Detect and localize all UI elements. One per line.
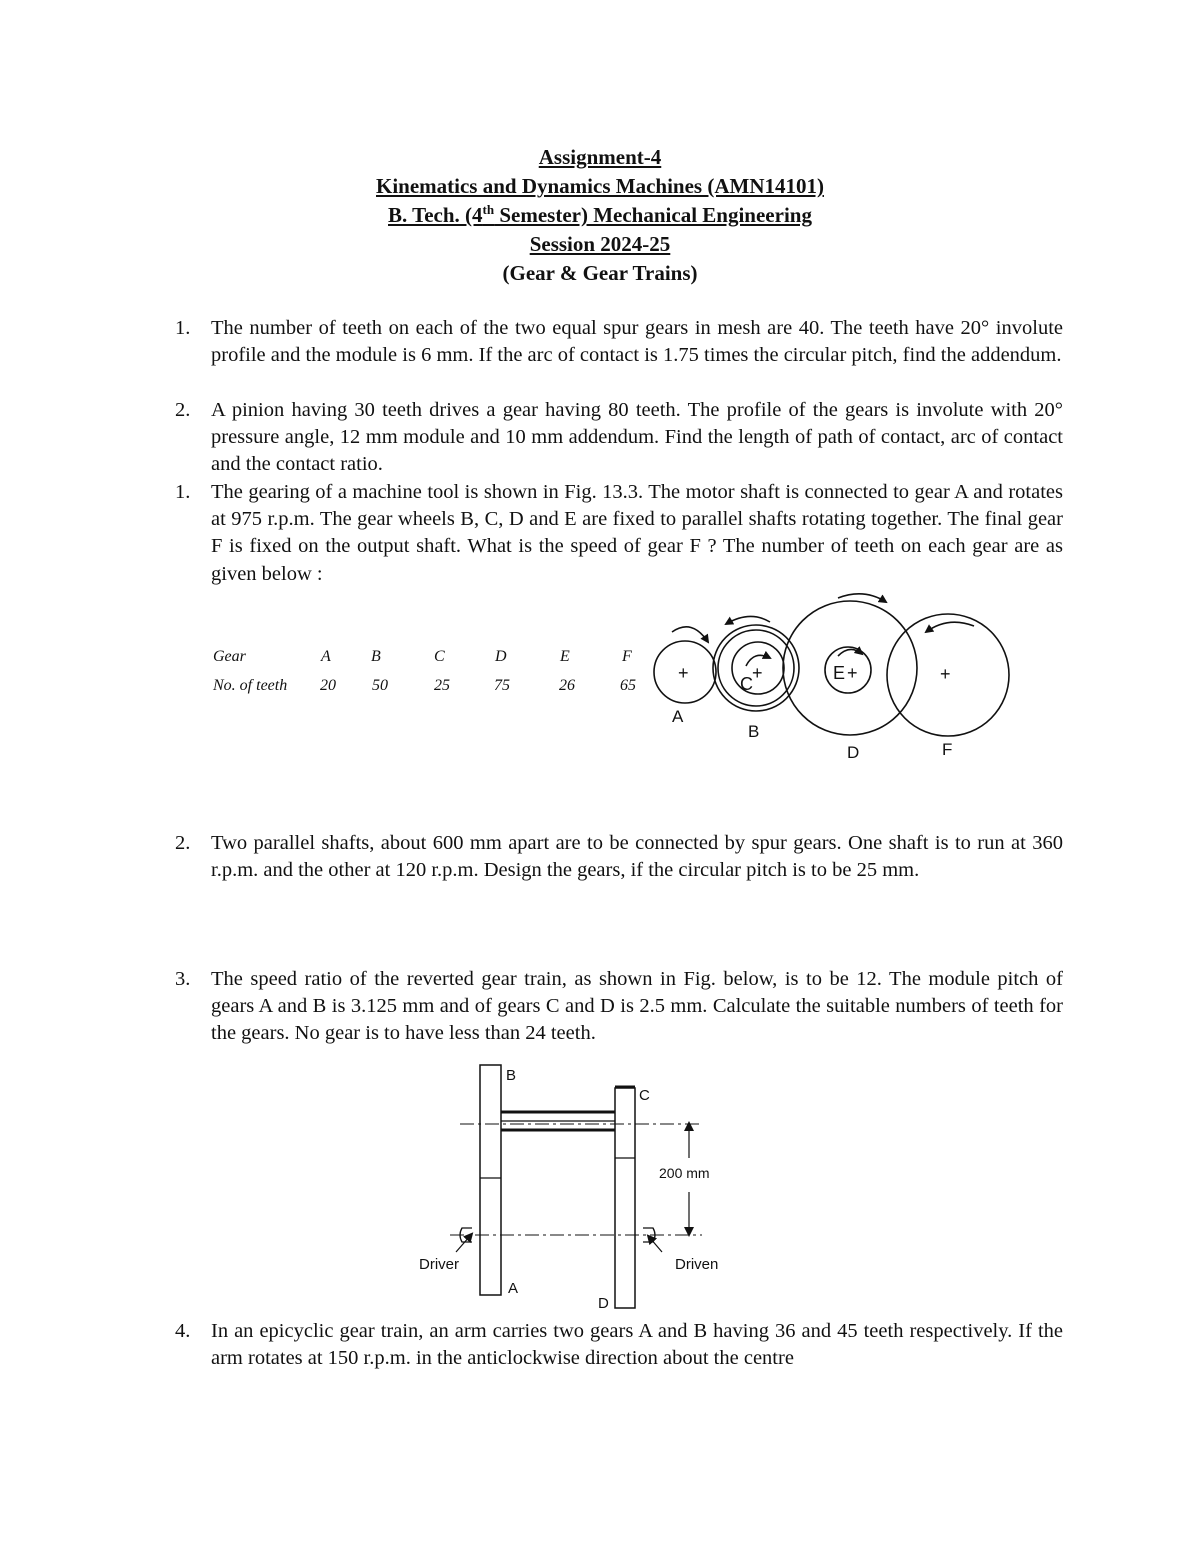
label-e: E <box>833 663 846 683</box>
table-cell-teeth: 75 <box>494 677 510 694</box>
gear-b-body <box>480 1065 501 1295</box>
question-number: 1. <box>175 481 191 503</box>
program-sup: th <box>482 202 495 217</box>
rotation-arrow-f <box>926 622 974 632</box>
table-row-label-teeth: No. of teeth <box>213 677 288 694</box>
center-mark-b: + <box>752 663 763 683</box>
topic-title: (Gear & Gear Trains) <box>502 261 698 285</box>
center-mark-f: + <box>940 664 951 684</box>
center-mark-e: + <box>847 663 858 683</box>
driver-pointer <box>456 1236 470 1252</box>
question-number: 2. <box>175 832 191 854</box>
table-cell-gear: E <box>560 648 570 665</box>
table-cell-teeth: 65 <box>620 677 636 694</box>
table-cell-gear: F <box>622 648 632 665</box>
rotation-arrow-b <box>726 616 770 624</box>
center-mark-a: + <box>678 663 689 683</box>
table-cell-gear: C <box>434 648 445 665</box>
table-row-label-gear: Gear <box>213 648 246 665</box>
table-cell-teeth: 50 <box>372 677 388 694</box>
table-cell-gear: B <box>371 648 381 665</box>
label-a: A <box>508 1280 519 1297</box>
label-a: A <box>672 707 684 726</box>
question-number: 4. <box>175 1320 191 1342</box>
label-b: B <box>506 1067 517 1084</box>
table-cell-teeth: 25 <box>434 677 450 694</box>
driven-label: Driven <box>675 1256 719 1273</box>
reverted-gear-train-figure <box>410 1060 750 1315</box>
label-b: B <box>748 722 760 741</box>
program-title <box>0 201 1200 229</box>
program-prefix: B. Tech. (4 <box>388 203 483 227</box>
gear-train-figure <box>640 580 1030 770</box>
course-title: Kinematics and Dynamics Machines (AMN14101) <box>376 174 824 198</box>
question-text: Two parallel shafts, about 600 mm apart are to be connected by spur gears. One shaft is to run at 360 r.p.m. and the other at 120 r.p.m. Design the gears, if the circular pitch is to be 25 mm. <box>211 832 1063 882</box>
label-c: C <box>740 674 753 694</box>
session-title: Session 2024-25 <box>529 232 671 256</box>
driven-pointer <box>650 1238 662 1252</box>
table-cell-gear: D <box>495 648 507 665</box>
gear-c-body <box>615 1088 635 1308</box>
question-number: 1. <box>175 317 191 339</box>
label-d: D <box>598 1295 609 1312</box>
label-c: C <box>639 1087 650 1104</box>
table-cell-teeth: 26 <box>559 677 575 694</box>
label-f: F <box>942 740 953 759</box>
table-cell-teeth: 20 <box>320 677 336 694</box>
question-number: 3. <box>175 968 191 990</box>
question-text: In an epicyclic gear train, an arm carries two gears A and B having 36 and 45 teeth respectively. If the arm rotates at 150 r.p.m. in the anticlockwise direction about the centre <box>211 1320 1063 1370</box>
rotation-arrow-e <box>838 649 862 656</box>
question-number: 2. <box>175 399 191 421</box>
question-text: The number of teeth on each of the two equal spur gears in mesh are 40. The teeth have 20° involute profile and the module is 6 mm. If the arc of contact is 1.75 times the circular pitch, find the addendum. <box>211 317 1063 367</box>
label-d: D <box>847 743 860 762</box>
question-text: The gearing of a machine tool is shown in Fig. 13.3. The motor shaft is connected to gear A and rotates at 975 r.p.m. The gear wheels B, C, D and E are fixed to parallel shafts rotating together. The final gear F is fixed on the output shaft. What is the speed of gear F ? The number of teeth on each gear are as given below : <box>211 481 1063 585</box>
rotation-arrow-a <box>672 627 708 642</box>
dimension-label: 200 mm <box>659 1165 710 1181</box>
program-suffix: Semester) Mechanical Engineering <box>494 203 812 227</box>
question-text: A pinion having 30 teeth drives a gear having 80 teeth. The profile of the gears is involute with 20° pressure angle, 12 mm module and 10 mm addendum. Find the length of path of contact, arc of contact and the contact ratio. <box>211 399 1063 476</box>
table-cell-gear: A <box>321 648 331 665</box>
driver-label: Driver <box>419 1256 459 1273</box>
question-text: The speed ratio of the reverted gear train, as shown in Fig. below, is to be 12. The module pitch of gears A and B is 3.125 mm and of gears C and D is 2.5 mm. Calculate the suitable numbers of teeth for the gears. No gear is to have less than 24 teeth. <box>211 968 1063 1045</box>
assignment-title: Assignment-4 <box>538 145 662 169</box>
